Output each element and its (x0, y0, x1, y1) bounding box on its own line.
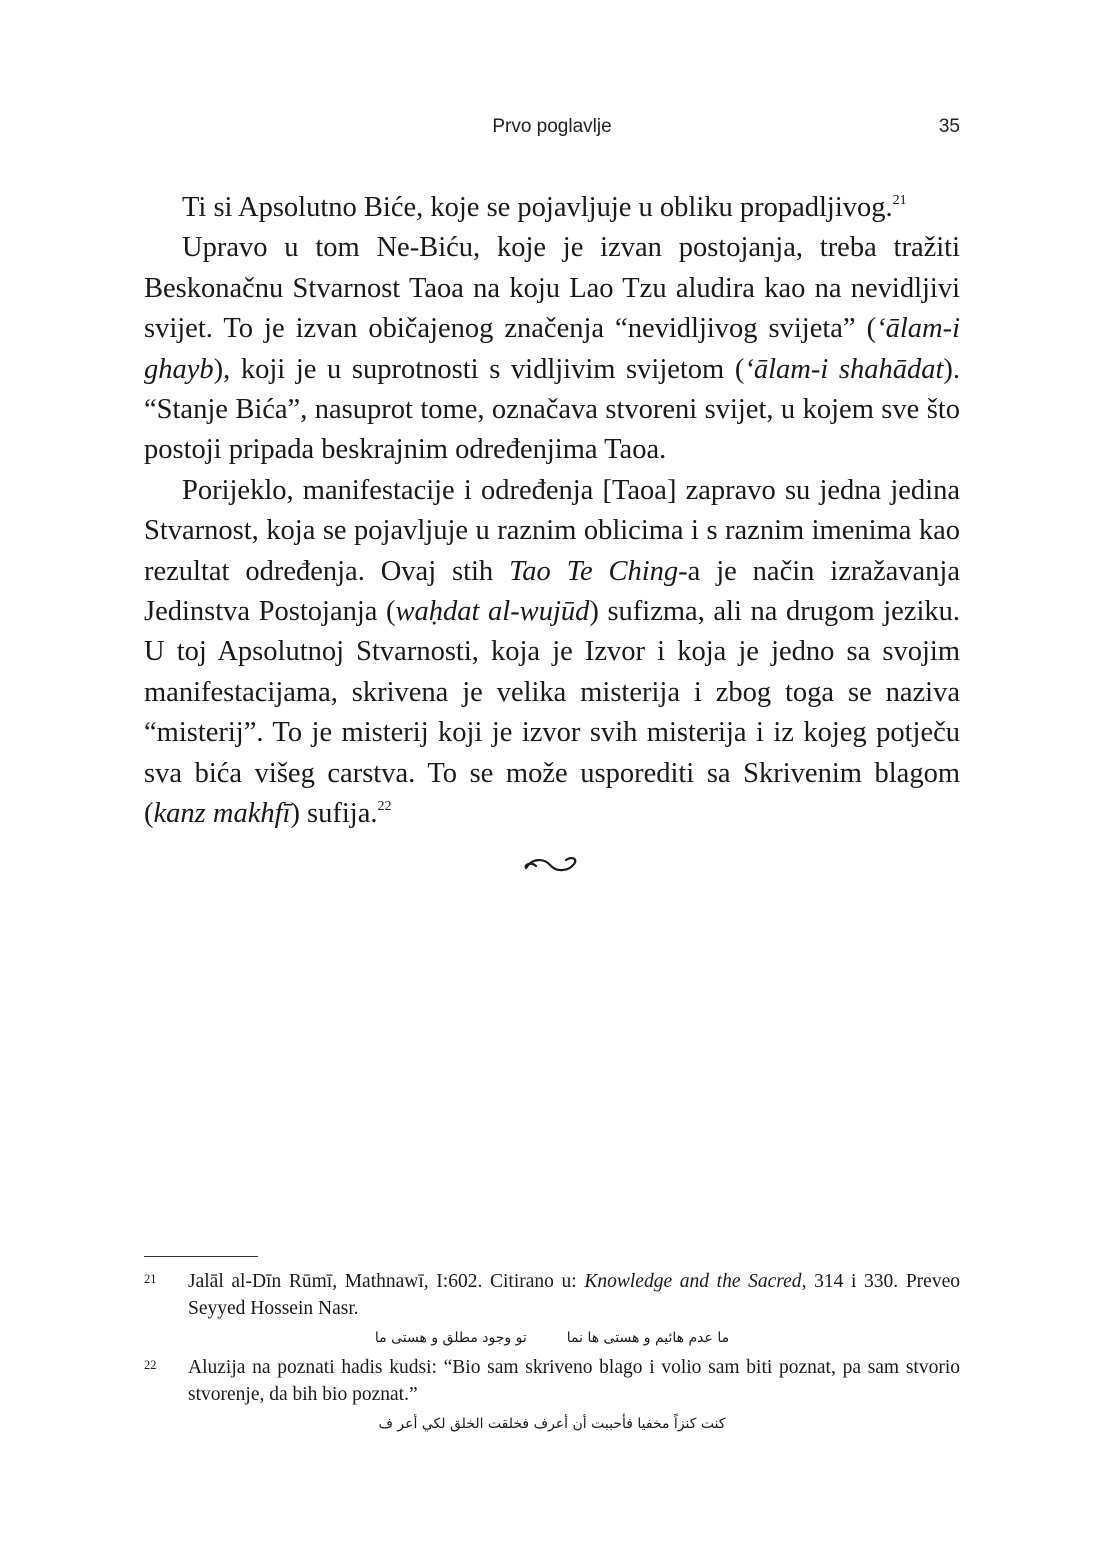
p1-text-b: ), koji je u suprotnosti s vidljivim svijetom ( (213, 353, 745, 385)
footnote-22-arabic: كنت كنزاً مخفيا فأحببت أن أعرف فخلقت الخلق لكي أعر ف (378, 1416, 726, 1432)
footnote-separator (144, 1256, 258, 1257)
footnotes (144, 1268, 960, 1440)
p2-term-kanz-makhfi: kanz makhfī (153, 798, 291, 830)
p1-text-a: Upravo u tom Ne-Biću, koje je izvan postojanja, treba tražiti Beskonačnu Stvarnost Taoa na koju Lao Tzu aludira kao na nevidljivi svijet. To je izvan običajenog značenja “nevidljivog svijeta” ( (144, 232, 960, 345)
footnote-21 (144, 1268, 960, 1322)
footnote-21-book-title: Knowledge and the Sacred (584, 1271, 802, 1292)
p2-text-d: ) sufija. (290, 798, 378, 830)
footnote-22 (144, 1354, 960, 1408)
p2-term-wahdat-al-wujud: waḥdat al-wujūd (395, 596, 590, 628)
p1-term-alam-i-shahadat: ‘ālam-i shahādat (744, 353, 944, 385)
running-header (144, 114, 960, 144)
footnote-number: 21 (144, 1272, 157, 1286)
footnote-21-arabic (144, 1326, 960, 1350)
arabic-hemistich-2: تو وجود مطلق و هستی ما (374, 1330, 527, 1346)
paragraph-1 (144, 228, 960, 470)
paragraph-2 (144, 471, 960, 835)
arabic-hemistich-1: ما عدم هائیم و هستی ها نما (566, 1330, 730, 1346)
page-number: 35 (938, 116, 960, 137)
p2-title-tao-te-ching: Tao Te Ching (509, 555, 679, 587)
quote-paragraph (144, 188, 960, 228)
quote-text: Ti si Apsolutno Biće, koje se pojavljuje u obliku propadljivog. (182, 192, 893, 223)
footnote-21-text-a: Jalāl al-Dīn Rūmī, Mathnawī, I:602. Citirano u: (188, 1271, 585, 1292)
footnote-22-text: Aluzija na poznati hadis kudsi: “Bio sam skriveno blago i volio sam biti poznat, pa sam stvorio stvorenje, da bih bio poznat.” (188, 1357, 960, 1405)
p1-term-alam-i-ghayb: ‘ālam-i ghayb (144, 313, 960, 385)
footnote-ref-21: 21 (892, 193, 907, 208)
chapter-title: Prvo poglavlje (492, 116, 612, 137)
p2-text-c: ) sufizma, ali na drugom jeziku. U toj Apsolutnoj Stvarnosti, koja je Izvor i koja je jedno sa svojim manifestacijama, skrivena je velika misterija i zbog toga se naziva “misterij”. To je misterij koji je izvor svih misterija i iz kojeg potječu sva bića višeg carstva. To se može usporediti sa Skrivenim blagom ( (144, 596, 961, 830)
p1-text-c: ). “Stanje Bića”, nasuprot tome, označava stvoreni svijet, u kojem sve što postoji pripada beskrajnim određenjima Taoa. (144, 353, 960, 466)
footnote-number: 22 (144, 1358, 157, 1372)
section-ornament-icon (522, 852, 580, 878)
main-text (144, 188, 960, 835)
p2-text-b: -a je način izražavanja Jedinstva Postojanja ( (144, 555, 960, 628)
footnote-21-text-b: , 314 i 330. Preveo Seyyed Hossein Nasr. (188, 1271, 960, 1319)
footnote-ref-22: 22 (377, 799, 392, 815)
p2-text-a: Porijeklo, manifestacije i određenja [Taoa] zapravo su jedna jedina Stvarnost, koja se pojavljuje u raznim oblicima i s raznim imenima kao rezultat određenja. Ovaj stih (144, 474, 960, 587)
